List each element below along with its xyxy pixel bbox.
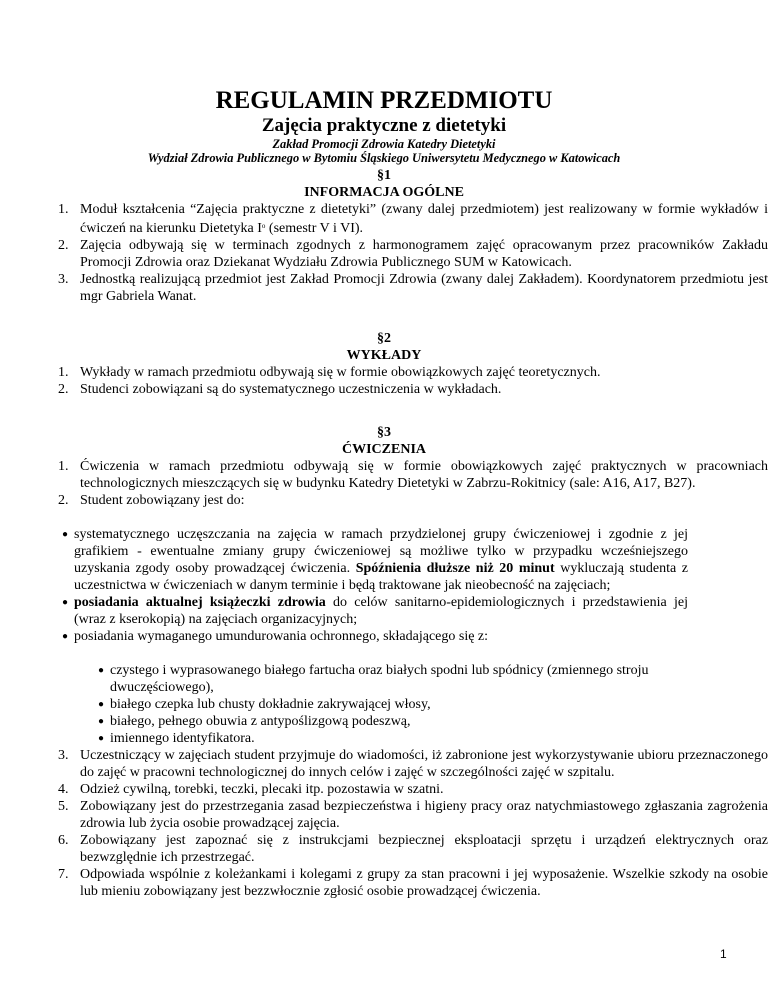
item-text: Ćwiczenia w ramach przedmiotu odbywają się w formie obowiązkowych zajęć praktycznych w pracowniach technologicznych mieszczących się w budynku Katedry Dietetyki w Zabrzu-Rokitnicy (sale: A16, A17, B27). — [80, 459, 768, 491]
item-number: 6. — [58, 833, 69, 848]
bullet-icon: ● — [98, 733, 105, 744]
item-number: 1. — [58, 365, 69, 380]
item-text: imiennego identyfikatora. — [110, 731, 255, 746]
list-item — [0, 594, 688, 628]
item-number: 1. — [58, 459, 69, 474]
bullet-icon: ● — [62, 529, 69, 540]
list-item — [58, 798, 768, 832]
item-text: systematycznego uczęszczania na zajęcia w ramach przydzielonej grupy ćwiczeniowej i zgodnie z jej grafikiem - ewentualne zmiany grupy ćwiczeniowej są możliwe tylko w przypadku wcześniejszego uzyskania zgody osoby prowadzącej ćwiczenia. — [74, 527, 688, 576]
section1-list — [0, 201, 768, 305]
list-item — [58, 237, 768, 271]
item-text-cont: do celów sanitarno-epidemiologicznych i przedstawienia jej (wraz z kserokopią) na zajęciach organizacyjnych; — [74, 595, 688, 627]
item-number: 5. — [58, 799, 69, 814]
section3-title: ĆWICZENIA — [341, 442, 426, 457]
list-item — [58, 781, 768, 798]
bullet-icon: ● — [62, 631, 69, 642]
bullet-icon: ● — [62, 597, 69, 608]
faculty-line: Wydział Zdrowia Publicznego w Bytomiu Śląskiego Uniwersytetu Medycznego w Katowicach — [147, 151, 621, 165]
item-number: 2. — [58, 493, 69, 508]
document-title: REGULAMIN PRZEDMIOTU — [215, 87, 553, 114]
list-item — [58, 364, 768, 381]
item-text: białego czepka lub chusty dokładnie zakrywającej włosy, — [110, 697, 431, 712]
item-text: Moduł kształcenia “Zajęcia praktyczne z dietetyki” (zwany dalej przedmiotem) jest realizowany w formie wykładów i ćwiczeń na kierunku Dietetyka I — [80, 202, 768, 236]
list-item — [58, 381, 768, 398]
list-item — [0, 526, 688, 594]
section1-symbol: §1 — [377, 168, 391, 183]
list-item — [58, 201, 768, 237]
item-text: posiadania wymaganego umundurowania ochronnego, składającego się z: — [74, 629, 489, 644]
bullet-icon: ● — [98, 665, 105, 676]
list-item — [0, 730, 688, 747]
list-item — [58, 458, 768, 492]
item-number: 7. — [58, 867, 69, 882]
section2-title: WYKŁADY — [346, 348, 422, 363]
section3-list-cont — [0, 747, 768, 900]
uniform-list — [0, 662, 688, 747]
bullet-icon: ● — [98, 716, 105, 727]
item-text: Odzież cywilną, torebki, teczki, plecaki itp. pozostawia w szatni. — [80, 782, 444, 797]
requirements-list — [0, 526, 688, 645]
list-item — [0, 662, 688, 696]
item-number: 4. — [58, 782, 69, 797]
list-item — [0, 713, 688, 730]
section3-symbol: §3 — [377, 425, 391, 440]
item-number: 3. — [58, 748, 69, 763]
item-number: 1. — [58, 202, 69, 217]
item-text: Zajęcia odbywają się w terminach zgodnych z harmonogramem zajęć opracowanym przez pracowników Zakładu Promocji Zdrowia oraz Dziekanat Wydziału Zdrowia Publicznego SUM w Katowicach. — [80, 238, 768, 270]
list-item — [58, 747, 768, 781]
item-text: Zobowiązany jest do przestrzegania zasad bezpieczeństwa i higieny pracy oraz natychmiastowego zgłaszania zagrożenia zdrowia lub życia osobie prowadzącej zajęcia. — [80, 799, 768, 831]
item-bold: Spóźnienia dłuższe niż 20 minut — [355, 561, 555, 576]
section3-list — [0, 458, 768, 509]
item-text-cont: (semestr V i VI). — [265, 221, 364, 236]
item-text: Studenci zobowiązani są do systematycznego uczestniczenia w wykładach. — [80, 382, 502, 397]
item-text: Zobowiązany jest zapoznać się z instrukcjami bezpiecznej eksploatacji sprzętu i urządzeń elektrycznych oraz bezwzględnie ich przestrzegać. — [80, 833, 768, 865]
list-item — [58, 866, 768, 900]
item-text: czystego i wyprasowanego białego fartucha oraz białych spodni lub spódnicy (zmiennego stroju dwuczęściowego), — [110, 663, 649, 695]
item-number: 3. — [58, 272, 69, 287]
item-text: Uczestniczący w zajęciach student przyjmuje do wiadomości, iż zabronione jest wykorzystywanie ubioru przeznaczonego do zajęć w pracowni technologicznej do innych celów i zajęć w szczególności zajęć w szpitalu. — [80, 748, 768, 780]
item-text: Student zobowiązany jest do: — [80, 493, 245, 508]
list-item — [58, 832, 768, 866]
item-number: 2. — [58, 382, 69, 397]
bullet-icon: ● — [98, 699, 105, 710]
item-number: 2. — [58, 238, 69, 253]
list-item — [0, 628, 688, 645]
item-text: Wykłady w ramach przedmiotu odbywają się w formie obowiązkowych zajęć teoretycznych. — [80, 365, 601, 380]
item-superscript: o — [261, 222, 266, 230]
list-item — [58, 492, 768, 509]
section2-symbol: §2 — [377, 331, 391, 346]
section2-list — [0, 364, 768, 398]
document-subtitle: Zajęcia praktyczne z dietetyki — [261, 115, 507, 136]
department-line: Zakład Promocji Zdrowia Katedry Dietetyki — [272, 137, 496, 151]
item-text: białego, pełnego obuwia z antypoślizgową podeszwą, — [110, 714, 411, 729]
item-text-cont: wykluczają studenta z uczestnictwa w ćwiczeniach w danym terminie i będą traktowane jak nieobecność na zajęciach; — [74, 561, 688, 593]
page-number: 1 — [720, 947, 727, 961]
item-bold: posiadania aktualnej książeczki zdrowia — [74, 595, 326, 610]
list-item — [0, 696, 688, 713]
section1-title: INFORMACJA OGÓLNE — [304, 185, 464, 200]
item-text: Jednostką realizującą przedmiot jest Zakład Promocji Zdrowia (zwany dalej Zakładem). Koordynatorem przedmiotu jest mgr Gabriela Wanat. — [80, 272, 768, 304]
list-item — [58, 271, 768, 305]
item-text: Odpowiada wspólnie z koleżankami i kolegami z grupy za stan pracowni i jej wyposażenie. Wszelkie szkody na osobie lub mieniu zobowiązany jest bezzwłocznie zgłosić osobie prowadzącej ćwiczenia. — [80, 867, 768, 899]
